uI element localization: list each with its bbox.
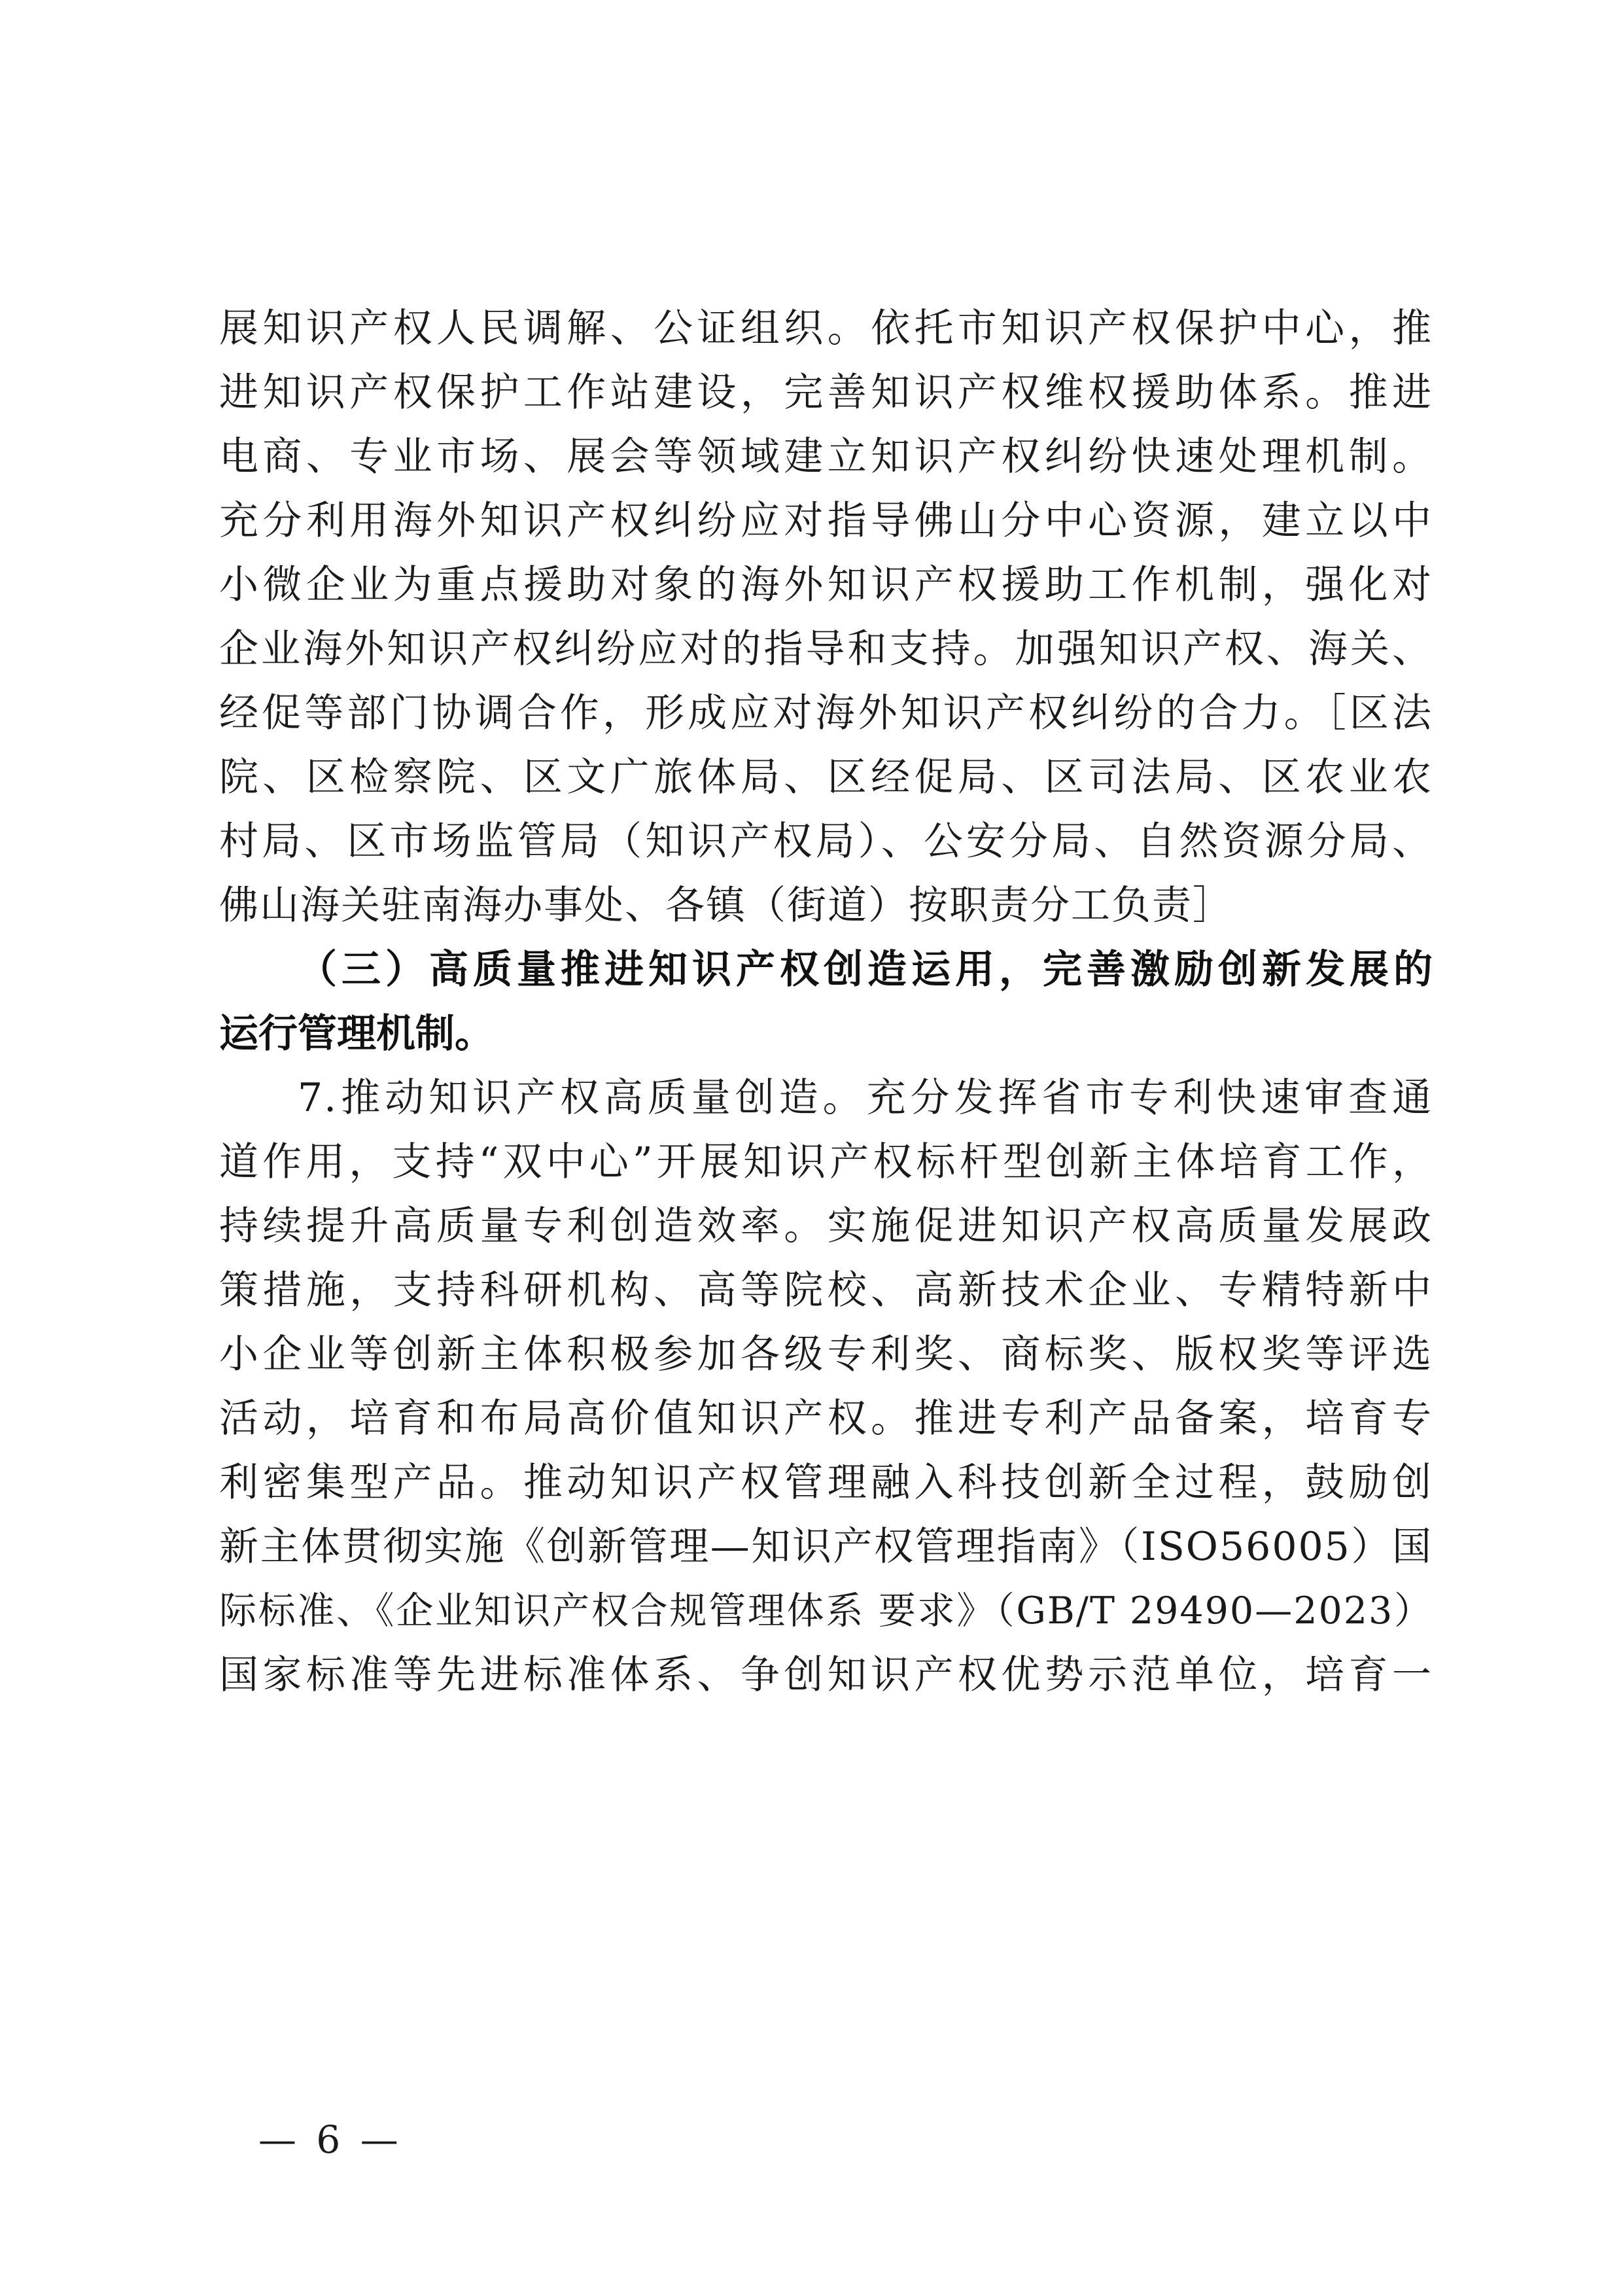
text-line: 进知识产权保护工作站建设，完善知识产权维权援助体系。推进 [219, 370, 1433, 415]
text-line: 小微企业为重点援助对象的海外知识产权援助工作机制，强化对 [219, 562, 1433, 608]
text-line: 村局、区市场监管局（知识产权局）、公安分局、自然资源分局、 [219, 819, 1433, 864]
text-line: 策措施，支持科研机构、高等院校、高新技术企业、专精特新中 [219, 1267, 1433, 1313]
text-line: 际标准、《企业知识产权合规管理体系 要求》（GB/T 29490—2023） [219, 1589, 1433, 1633]
text-line: 企业海外知识产权纠纷应对的指导和支持。加强知识产权、海关、 [219, 626, 1433, 672]
text-line: 7.推动知识产权高质量创造。充分发挥省市专利快速审查通 [298, 1075, 1433, 1121]
text-line: 利密集型产品。推动知识产权管理融入科技创新全过程，鼓励创 [219, 1460, 1433, 1506]
text-line: 展知识产权人民调解、公证组织。依托市知识产权保护中心，推 [219, 306, 1433, 351]
text-line: 经促等部门协调合作，形成应对海外知识产权纠纷的合力。［区法 [219, 690, 1433, 736]
page-number: — 6 — [258, 2117, 402, 2162]
text-line: 新主体贯彻实施《创新管理—知识产权管理指南》（ISO56005）国 [219, 1524, 1433, 1570]
text-line: 佛山海关驻南海办事处、各镇（街道）按职责分工负责］ [219, 883, 1233, 928]
text-line: 国家标准等先进标准体系、争创知识产权优势示范单位，培育一 [219, 1652, 1433, 1698]
text-line: 活动，培育和布局高价值知识产权。推进专利产品备案，培育专 [219, 1396, 1433, 1441]
text-line: 持续提升高质量专利创造效率。实施促进知识产权高质量发展政 [219, 1203, 1433, 1249]
text-line: 院、区检察院、区文广旅体局、区经促局、区司法局、区农业农 [219, 754, 1433, 800]
text-line: 充分利用海外知识产权纠纷应对指导佛山分中心资源，建立以中 [219, 498, 1433, 544]
text-line: 道作用，支持“双中心”开展知识产权标杆型创新主体培育工作， [219, 1139, 1433, 1185]
heading-line: 运行管理机制。 [219, 1011, 494, 1057]
heading-line: （三）高质量推进知识产权创造运用，完善激励创新发展的 [298, 947, 1433, 993]
text-line: 电商、专业市场、展会等领域建立知识产权纠纷快速处理机制。 [219, 434, 1433, 480]
text-line: 小企业等创新主体积极参加各级专利奖、商标奖、版权奖等评选 [219, 1332, 1433, 1377]
